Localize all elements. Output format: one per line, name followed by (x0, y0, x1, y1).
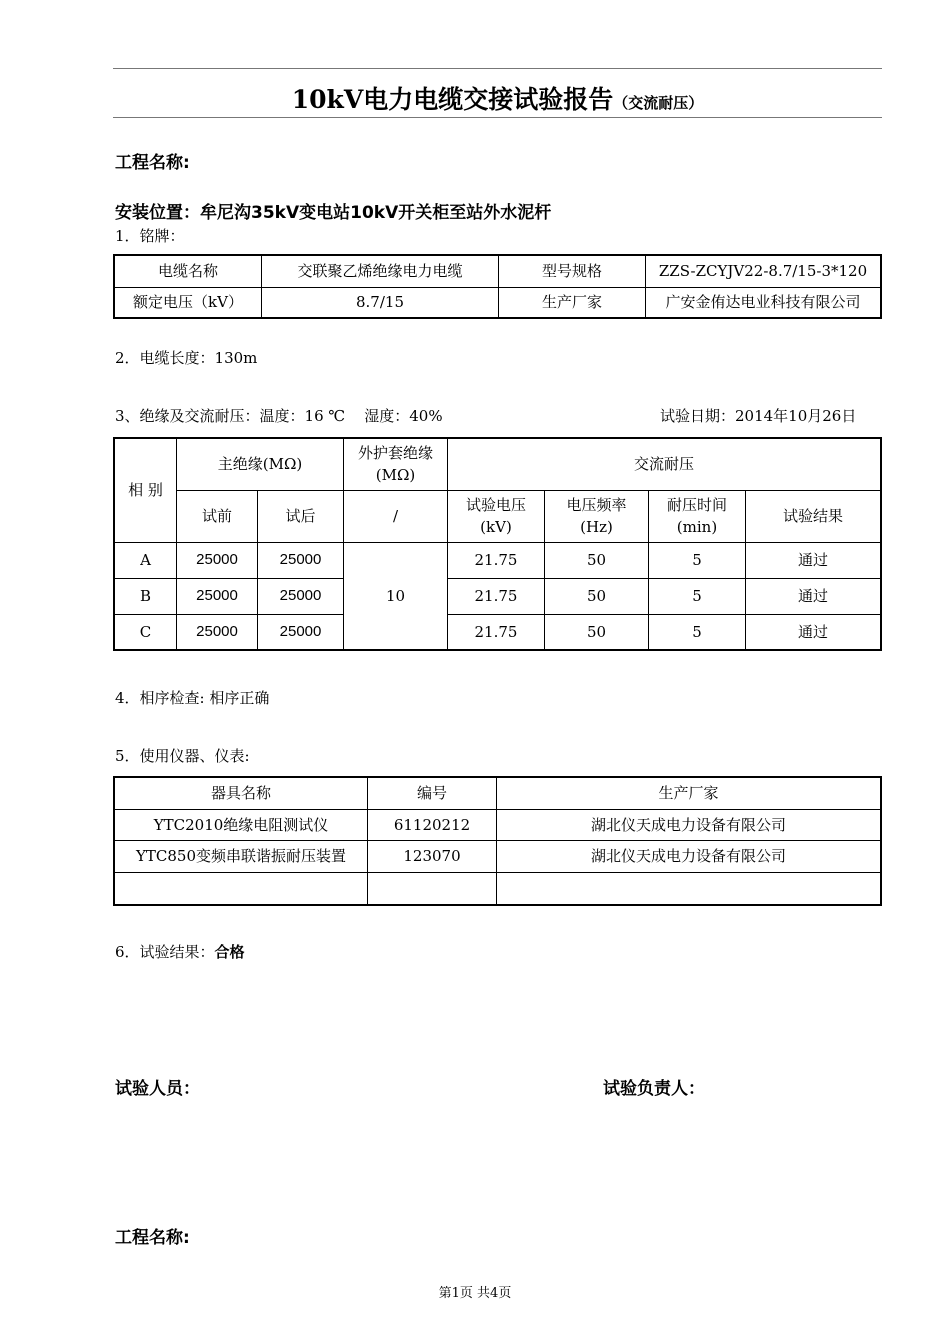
test-date: 试验日期：2014年10月26日 (660, 407, 857, 425)
instrument-name-cell: YTC2010绝缘电阻测试仪 (114, 809, 368, 840)
nameplate-table (113, 254, 882, 319)
nameplate-heading: 1．铭牌： (115, 227, 185, 245)
sheath-header-line2: (MΩ) (375, 466, 416, 485)
table-row (114, 614, 881, 650)
frequency-cell: 50 (545, 614, 649, 650)
phase-cell: A (114, 542, 177, 578)
frequency-header-line1: 电压频率 (566, 496, 627, 514)
frequency-cell: 50 (545, 578, 649, 614)
voltage-cell: 21.75 (448, 614, 545, 650)
duration-cell: 5 (649, 578, 746, 614)
result-cell: 通过 (746, 614, 882, 650)
main-insulation-header: 主绝缘(MΩ) (177, 438, 344, 490)
before-header: 试前 (177, 490, 258, 542)
voltage-header-line1: 试验电压 (465, 496, 526, 514)
title-rule (113, 117, 882, 118)
instrument-id-cell: 61120212 (368, 809, 497, 840)
instrument-id-cell: 123070 (368, 840, 497, 872)
supervisor-signature-label: 试验负责人： (603, 1079, 705, 1099)
ac-withstand-header: 交流耐压 (448, 438, 882, 490)
sheath-value-cell: 10 (344, 542, 448, 650)
instrument-id-cell (368, 872, 497, 905)
test-result-label: 6．试验结果： (115, 943, 215, 961)
instruments-table (113, 776, 882, 906)
cable-length: 2．电缆长度：130m (115, 349, 258, 367)
voltage-header-line2: (kV) (480, 518, 512, 536)
table-row (114, 840, 881, 872)
table-row (114, 578, 881, 614)
after-cell: 25000 (258, 578, 344, 614)
page-footer: 第1页 共4页 (438, 1286, 512, 1301)
test-result-value: 合格 (214, 943, 245, 961)
phase-cell: C (114, 614, 177, 650)
nameplate-cell: 型号规格 (499, 255, 646, 287)
instrument-maker-cell: 湖北仪天成电力设备有限公司 (497, 840, 882, 872)
after-cell: 25000 (258, 542, 344, 578)
instrument-maker-cell (497, 872, 882, 905)
nameplate-cell: 交联聚乙烯绝缘电力电缆 (262, 255, 499, 287)
sheath-insulation-header (344, 438, 448, 490)
result-cell: 通过 (746, 542, 882, 578)
title-main: 10kV电力电缆交接试验报告 (291, 85, 614, 114)
frequency-header-line2: (Hz) (580, 518, 613, 536)
result-cell: 通过 (746, 578, 882, 614)
result-header: 试验结果 (746, 490, 882, 542)
instrument-name-cell: YTC850变频串联谐振耐压装置 (114, 840, 368, 872)
before-cell: 25000 (177, 542, 258, 578)
duration-header-line1: 耐压时间 (666, 496, 727, 514)
nameplate-cell: 电缆名称 (114, 255, 262, 287)
instrument-maker-cell: 湖北仪天成电力设备有限公司 (497, 809, 882, 840)
nameplate-cell: 额定电压（kV） (114, 287, 262, 318)
nameplate-cell: ZZS-ZCYJV22-8.7/15-3*120 (646, 255, 882, 287)
instruments-heading: 5．使用仪器、仪表: (115, 747, 250, 765)
duration-cell: 5 (649, 542, 746, 578)
test-result (115, 941, 245, 962)
frequency-cell: 50 (545, 542, 649, 578)
duration-header-line2: (min) (676, 518, 718, 536)
install-location: 安装位置：牟尼沟35kV变电站10kV开关柜至站外水泥杆 (115, 203, 552, 223)
before-cell: 25000 (177, 578, 258, 614)
after-cell: 25000 (258, 614, 344, 650)
top-rule (113, 68, 882, 69)
instrument-header: 编号 (368, 777, 497, 809)
voltage-cell: 21.75 (448, 542, 545, 578)
sheath-header-line1: 外护套绝缘 (357, 444, 433, 463)
table-row (114, 542, 881, 578)
phase-header: 相 别 (114, 438, 177, 542)
slash-header: / (344, 490, 448, 542)
table-row (114, 809, 881, 840)
voltage-header (448, 490, 545, 542)
nameplate-cell: 8.7/15 (262, 287, 499, 318)
title-sub: （交流耐压） (613, 94, 704, 112)
duration-cell: 5 (649, 614, 746, 650)
tester-signature-label: 试验人员： (115, 1079, 200, 1099)
insulation-heading: 3、绝缘及交流耐压：温度：16 ℃ 湿度：40% (115, 407, 443, 425)
phase-sequence-check: 4．相序检查: 相序正确 (115, 689, 270, 707)
table-row (114, 872, 881, 905)
voltage-cell: 21.75 (448, 578, 545, 614)
instrument-header: 器具名称 (114, 777, 368, 809)
before-cell: 25000 (177, 614, 258, 650)
nameplate-cell: 生产厂家 (499, 287, 646, 318)
instrument-header: 生产厂家 (497, 777, 882, 809)
phase-cell: B (114, 578, 177, 614)
project-name-label: 工程名称: (115, 153, 190, 173)
nameplate-cell: 广安金侑达电业科技有限公司 (646, 287, 882, 318)
duration-header (649, 490, 746, 542)
after-header: 试后 (258, 490, 344, 542)
frequency-header (545, 490, 649, 542)
instrument-name-cell (114, 872, 368, 905)
project-name-label-bottom: 工程名称: (115, 1228, 190, 1248)
insulation-table (113, 437, 882, 651)
report-title (113, 80, 882, 116)
